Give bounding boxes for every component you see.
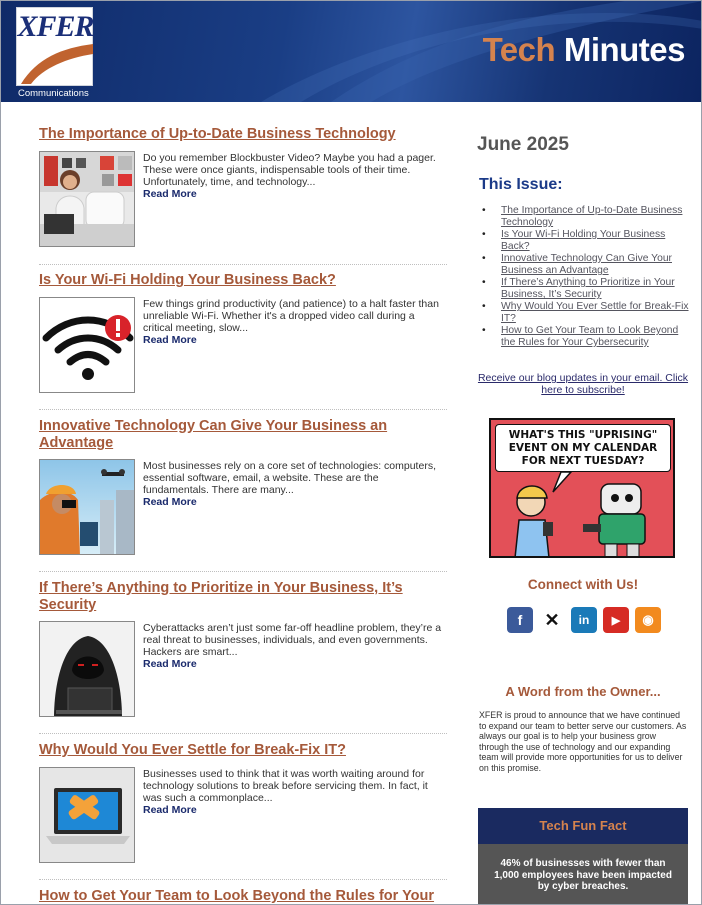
article-6 [39, 888, 447, 905]
article-title[interactable]: If There’s Anything to Prioritize in Your Business, It’s Security [39, 580, 403, 613]
issue-link[interactable]: If There’s Anything to Prioritize in Your Business, It’s Security [501, 277, 675, 300]
article-excerpt [143, 460, 443, 508]
article-title[interactable]: Is Your Wi-Fi Holding Your Business Back? [39, 272, 336, 288]
article-title[interactable]: Innovative Technology Can Give Your Business an Advantage [39, 418, 388, 451]
list-item [481, 277, 693, 301]
bandaged-laptop-photo [40, 768, 135, 863]
excerpt-text: Businesses used to think that it was worth waiting around for technology solutions to break before servicing them. In fact, it was such a commonplace... [143, 768, 428, 804]
issue-link[interactable]: Is Your Wi-Fi Holding Your Business Back? [501, 229, 666, 252]
article-2 [39, 272, 447, 346]
logo-subtitle: Communications [18, 88, 89, 99]
fun-fact-heading: Tech Fun Fact [478, 808, 688, 844]
article-1 [39, 126, 447, 200]
read-more-link[interactable]: Read More [143, 658, 197, 670]
read-more-link[interactable]: Read More [143, 496, 197, 508]
article-excerpt [143, 298, 443, 346]
linkedin-icon[interactable]: in [571, 607, 597, 633]
comic-characters [491, 420, 675, 558]
issue-month: June 2025 [477, 134, 569, 155]
article-excerpt [143, 768, 443, 816]
article-divider [39, 879, 447, 880]
article-5 [39, 742, 447, 816]
list-item [481, 253, 693, 277]
article-divider [39, 733, 447, 734]
excerpt-text: Few things grind productivity (and patience) to a halt faster than unreliable Wi-Fi. Whether it's a dropped video call during a critical meeting, slow... [143, 298, 439, 334]
list-item [481, 325, 693, 349]
list-item [481, 301, 693, 325]
wifi-warning-icon [40, 298, 135, 393]
article-divider [39, 409, 447, 410]
subscribe-link[interactable]: Receive our blog updates in your email. Click here to subscribe! [477, 372, 689, 396]
logo-text: XFER [17, 10, 94, 43]
read-more-link[interactable]: Read More [143, 334, 197, 346]
article-divider [39, 571, 447, 572]
woman-at-desk-photo [40, 152, 135, 247]
facebook-icon[interactable]: f [507, 607, 533, 633]
article-image[interactable] [39, 151, 135, 247]
x-icon[interactable]: ✕ [539, 607, 565, 633]
title-minutes: Minutes [563, 31, 685, 68]
connect-heading: Connect with Us! [527, 577, 639, 592]
fun-fact-text: 46% of businesses with fewer than 1,000 employees have been impacted by cyber breaches. [478, 844, 688, 905]
newsletter-title [483, 31, 685, 69]
article-image[interactable] [39, 297, 135, 393]
read-more-link[interactable]: Read More [143, 804, 197, 816]
issue-link[interactable]: Why Would You Ever Settle for Break-Fix IT? [501, 301, 689, 324]
article-title[interactable]: The Importance of Up-to-Date Business Technology [39, 126, 396, 142]
header-banner [1, 1, 702, 102]
comic-speech-bubble: WHAT'S THIS "UPRISING" EVENT ON MY CALENDAR FOR NEXT TUESDAY? [495, 424, 671, 472]
list-item [481, 205, 693, 229]
article-4 [39, 580, 447, 670]
drone-worker-photo [40, 460, 135, 555]
excerpt-text: Cyberattacks aren’t just some far-off headline problem, they’re a real threat to businesses, individuals, and even governments. Hackers are smart... [143, 622, 442, 658]
fun-fact-box [478, 808, 688, 905]
article-3 [39, 418, 447, 508]
article-image[interactable] [39, 767, 135, 863]
excerpt-text: Most businesses rely on a core set of technologies: computers, essential software, email, a website. These are the fundamentals. There are many... [143, 460, 436, 496]
rss-icon[interactable]: ◉ [635, 607, 661, 633]
article-title[interactable]: How to Get Your Team to Look Beyond the Rules for Your [39, 888, 435, 904]
list-item [481, 229, 693, 253]
owner-heading: A Word from the Owner... [505, 684, 661, 699]
read-more-link[interactable]: Read More [143, 188, 197, 200]
title-tech: Tech [482, 31, 556, 68]
comic-strip[interactable] [489, 418, 675, 558]
owner-message: XFER is proud to announce that we have continued to expand our team to better serve our customers. As always our goal is to help your business grow through the use of technology and our expanding team will provide more opportunities for us to deliver on this promise. [479, 710, 687, 773]
youtube-icon[interactable]: ▶ [603, 607, 629, 633]
article-divider [39, 264, 447, 265]
social-links [507, 607, 661, 633]
article-excerpt [143, 152, 443, 200]
article-excerpt [143, 622, 443, 670]
hooded-hacker-photo [40, 622, 135, 717]
issue-link[interactable]: The Importance of Up-to-Date Business Technology [501, 205, 683, 228]
excerpt-text: Do you remember Blockbuster Video? Maybe you had a pager. These were once giants, indispensable tools of their time. Unfortunately, time, and technology... [143, 152, 436, 188]
article-image[interactable] [39, 621, 135, 717]
company-logo[interactable] [16, 7, 93, 86]
article-title[interactable]: Why Would You Ever Settle for Break-Fix IT? [39, 742, 346, 758]
article-image[interactable] [39, 459, 135, 555]
this-issue-heading: This Issue: [479, 176, 563, 193]
issue-link[interactable]: Innovative Technology Can Give Your Business an Advantage [501, 253, 672, 276]
issue-list [481, 205, 693, 349]
issue-link[interactable]: How to Get Your Team to Look Beyond the Rules for Your Cybersecurity [501, 325, 679, 348]
